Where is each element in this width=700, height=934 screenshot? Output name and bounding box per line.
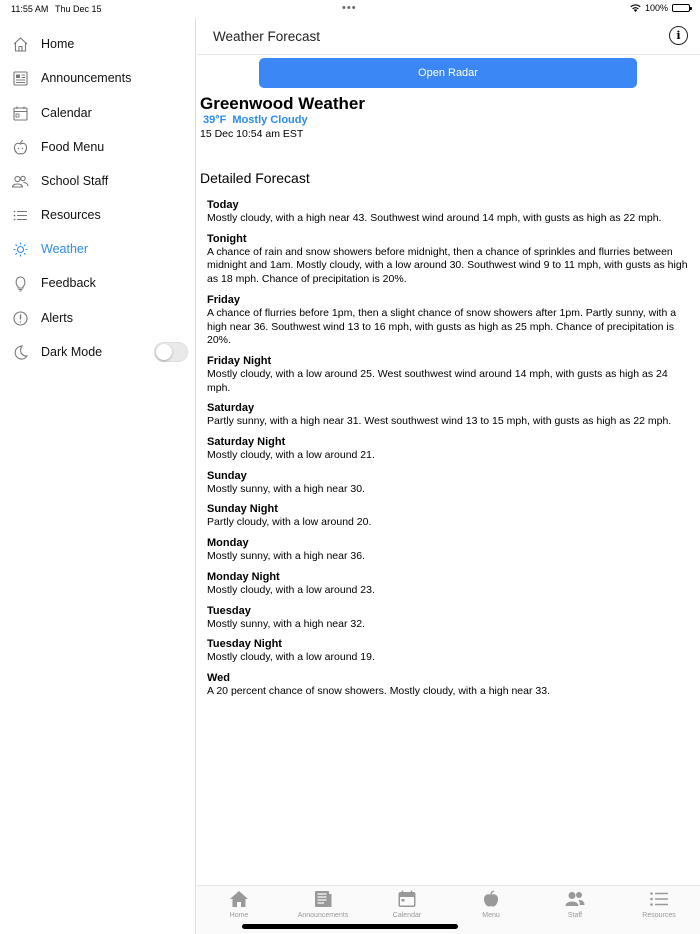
- forecast-period: [207, 571, 692, 598]
- weather-title: Greenwood Weather: [200, 94, 365, 113]
- period-name: Friday Night: [207, 354, 272, 367]
- sidebar-item-label: Announcements: [41, 71, 132, 85]
- period-name: Saturday: [207, 402, 255, 415]
- sidebar-item-home[interactable]: [0, 28, 196, 60]
- forecast-period: [207, 605, 692, 632]
- calendar-icon: [397, 889, 417, 909]
- sidebar-item-label: Dark Mode: [41, 345, 103, 359]
- list-icon: [649, 889, 669, 909]
- tab-label: Staff: [567, 912, 583, 919]
- open-radar-button[interactable]: Open Radar: [259, 58, 637, 88]
- period-name: Tuesday: [207, 604, 251, 617]
- status-bar: [0, 0, 700, 18]
- status-indicators: [630, 3, 690, 13]
- tab-label: Resources: [642, 912, 676, 919]
- period-name: Monday Night: [207, 570, 280, 583]
- forecast-period: [207, 537, 692, 564]
- tab-label: Menu: [482, 912, 500, 919]
- forecast-period: [207, 503, 692, 530]
- period-text: Mostly sunny, with a high near 36.: [207, 550, 365, 563]
- info-icon[interactable]: i: [669, 26, 688, 45]
- newspaper-icon: [313, 889, 333, 909]
- forecast-period: [207, 233, 692, 287]
- tab-label: Calendar: [392, 912, 422, 919]
- period-name: Tuesday Night: [207, 638, 282, 651]
- period-text: Partly cloudy, with a low around 20.: [207, 516, 372, 529]
- sidebar-item-label: Feedback: [41, 276, 96, 290]
- forecast-period: [207, 294, 692, 348]
- sidebar-item-school-staff[interactable]: [0, 165, 196, 197]
- home-icon: [229, 889, 249, 909]
- multitasking-dots[interactable]: •••: [342, 2, 357, 14]
- tab-home[interactable]: [197, 889, 281, 925]
- tab-staff[interactable]: [533, 889, 617, 925]
- sidebar-item-food-menu[interactable]: [0, 131, 196, 163]
- header-divider: [197, 54, 700, 55]
- battery-percent: 100%: [644, 3, 668, 13]
- dark-mode-toggle[interactable]: [154, 342, 188, 362]
- sidebar-item-resources[interactable]: [0, 199, 196, 231]
- tab-menu[interactable]: [449, 889, 533, 925]
- apple-icon: [481, 889, 501, 909]
- period-name: Today: [207, 199, 239, 211]
- period-text: Mostly cloudy, with a high near 43. Southwest wind around 14 mph, with gusts as high as 22 mph.: [207, 212, 662, 224]
- tab-label: Home: [229, 912, 249, 919]
- status-date: Thu Dec 15: [55, 4, 102, 14]
- sidebar-item-alerts[interactable]: [0, 302, 196, 334]
- sidebar-item-label: Food Menu: [41, 140, 105, 154]
- sidebar-item-label: Calendar: [41, 106, 92, 120]
- sidebar-item-label: Resources: [41, 208, 101, 222]
- forecast-period: [207, 436, 692, 463]
- sidebar-item-weather[interactable]: [0, 233, 196, 265]
- period-text: A 20 percent chance of snow showers. Mostly cloudy, with a high near 33.: [207, 684, 550, 697]
- period-text: Mostly cloudy, with a low around 21.: [207, 449, 375, 462]
- sidebar-item-announcements[interactable]: [0, 62, 196, 94]
- tab-announcements[interactable]: [281, 889, 365, 925]
- period-text: Mostly sunny, with a high near 32.: [207, 617, 365, 630]
- period-text: Mostly sunny, with a high near 30.: [207, 482, 365, 495]
- people-icon: [565, 889, 585, 909]
- calendar-icon: [11, 104, 29, 122]
- forecast-period: [207, 199, 692, 226]
- sidebar-item-label: Home: [41, 37, 75, 51]
- people-icon: [11, 172, 29, 190]
- period-name: Saturday Night: [207, 436, 286, 449]
- forecast-heading: Detailed Forecast: [200, 170, 310, 186]
- forecast-period: [207, 402, 692, 429]
- tab-label: Announcements: [297, 912, 349, 919]
- forecast-period: [207, 638, 692, 665]
- sidebar-item-feedback[interactable]: [0, 267, 196, 299]
- sidebar-item-label: Alerts: [41, 311, 73, 325]
- current-temperature: 39°F: [203, 114, 227, 126]
- home-icon: [11, 35, 29, 53]
- period-text: Mostly cloudy, with a low around 19.: [207, 651, 375, 664]
- period-name: Sunday Night: [207, 503, 278, 516]
- newspaper-icon: [11, 69, 29, 87]
- period-name: Tonight: [207, 232, 247, 245]
- status-time: 11:55 AM: [11, 4, 49, 14]
- period-text: A chance of flurries before 1pm, then a slight chance of snow showers after 1pm. Partly sunny, with a high near 36. Southwest wind 13 to 16 mph, with gusts as high as 25 mph. Chance of precipitation is 20%.: [207, 306, 677, 347]
- sidebar: [0, 18, 196, 934]
- forecast-period: [207, 470, 692, 497]
- toggle-knob: [156, 344, 172, 360]
- moon-icon: [11, 343, 29, 361]
- forecast-list: [207, 199, 692, 706]
- alert-icon: [11, 309, 29, 327]
- sidebar-item-label: Weather: [41, 242, 89, 256]
- period-name: Wed: [207, 671, 231, 684]
- tab-calendar[interactable]: [365, 889, 449, 925]
- forecast-period: [207, 672, 692, 699]
- main-content: [197, 18, 700, 934]
- lightbulb-icon: [11, 274, 29, 292]
- sidebar-item-label: School Staff: [41, 174, 109, 188]
- wifi-icon: [630, 4, 641, 12]
- home-indicator[interactable]: [242, 924, 458, 929]
- sun-icon: [11, 240, 29, 258]
- period-name: Monday: [207, 537, 249, 550]
- period-text: Mostly cloudy, with a low around 23.: [207, 583, 375, 596]
- sidebar-item-calendar[interactable]: [0, 97, 196, 129]
- period-text: Mostly cloudy, with a low around 25. West southwest wind around 14 mph, with gusts as high as 24 mph.: [207, 367, 668, 394]
- page-title: Weather Forecast: [213, 29, 321, 44]
- sidebar-item-dark-mode: [0, 336, 196, 368]
- forecast-period: [207, 355, 692, 395]
- period-text: A chance of rain and snow showers before midnight, then a chance of sprinkles and flurries between midnight and 1am. Mostly cloudy, with a low around 30. Southwest wind 9 to 11 mph, with gusts as high as 18 mph. Chance of precipitation is 20%.: [207, 245, 688, 286]
- apple-icon: [11, 138, 29, 156]
- period-text: Partly sunny, with a high near 31. West southwest wind 13 to 15 mph, with gusts as high as 22 mph.: [207, 415, 672, 428]
- current-condition: Mostly Cloudy: [232, 114, 308, 126]
- current-conditions: [203, 114, 311, 126]
- list-icon: [11, 206, 29, 224]
- battery-icon: [672, 4, 690, 12]
- updated-timestamp: 15 Dec 10:54 am EST: [200, 128, 304, 140]
- period-name: Friday: [207, 293, 241, 306]
- tab-resources[interactable]: [617, 889, 700, 925]
- period-name: Sunday: [207, 469, 247, 482]
